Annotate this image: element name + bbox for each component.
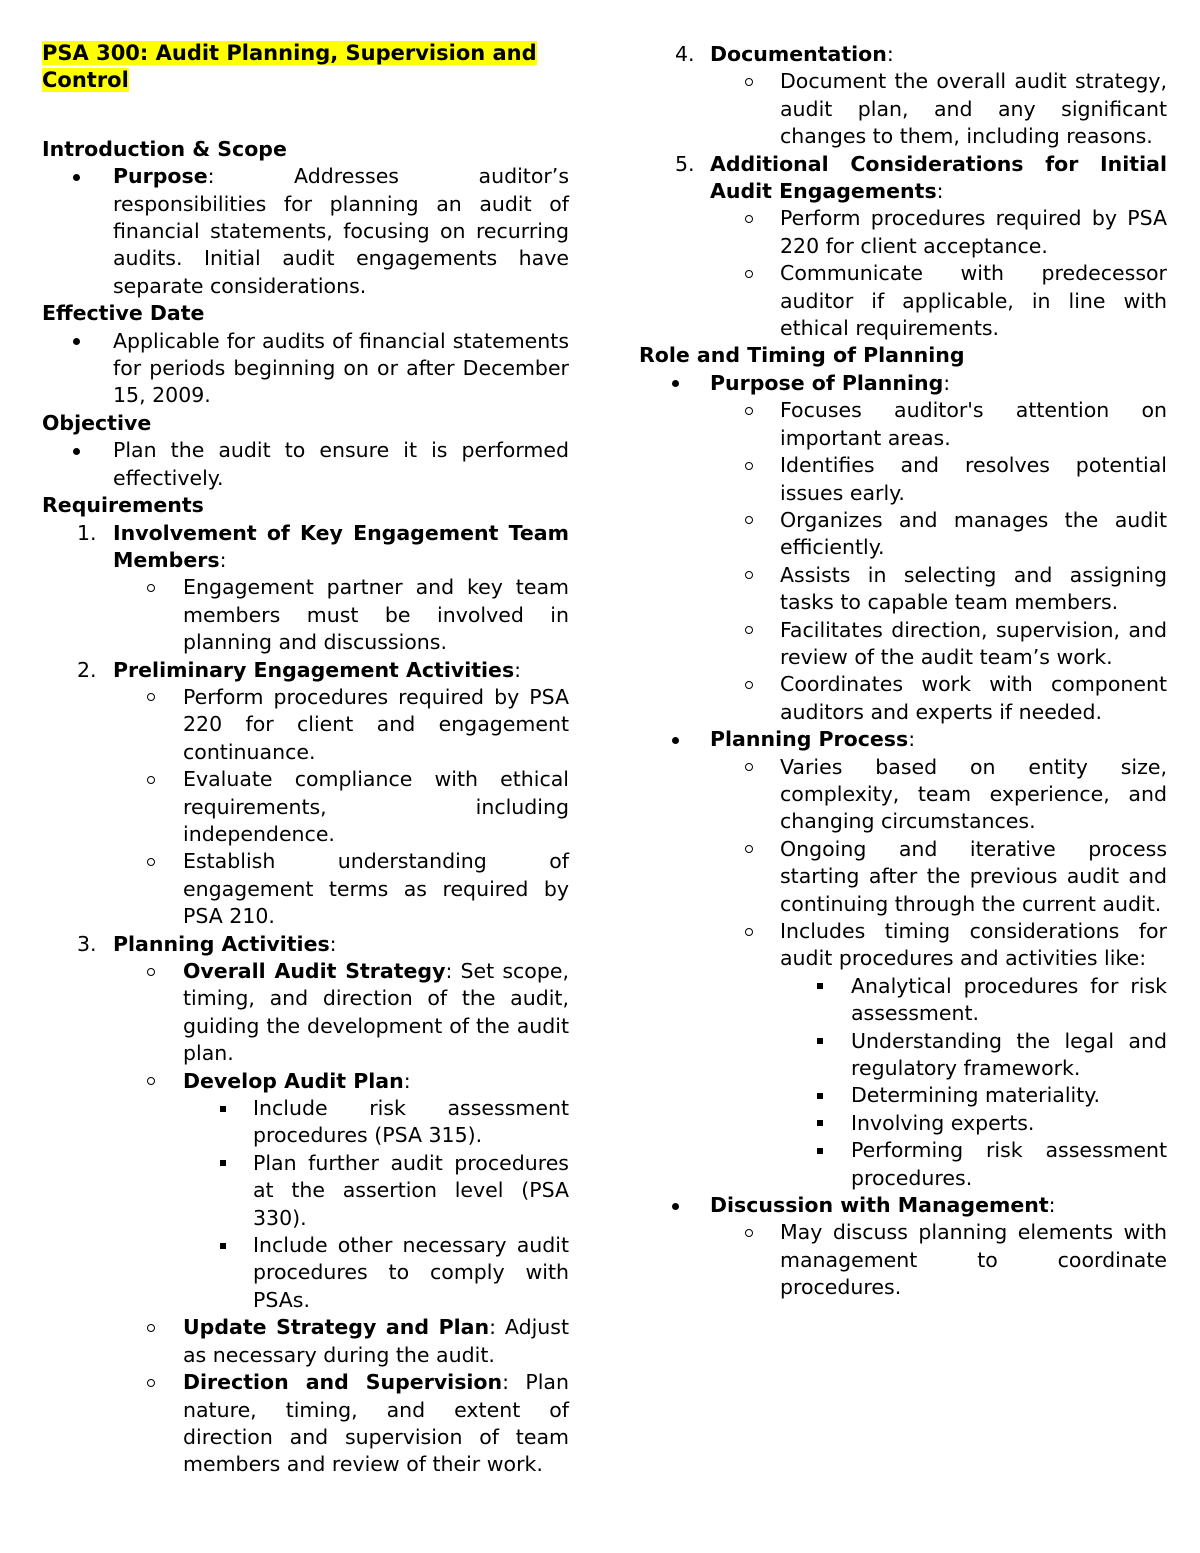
requirement-item	[42, 931, 569, 958]
circle-bullet-icon	[147, 1314, 155, 1341]
req1-item: Engagement partner and key team members must be involved in planning and discussions.	[183, 575, 569, 655]
list-number: 5.	[675, 151, 695, 176]
intro-purpose-text: : Addresses auditor’s responsibilities for planning an audit of financial statements, focusing on recurring audits. Initial audit engagements have separate considerations.	[113, 164, 569, 298]
req5-label: Additional Considerations for Initial Audit Engagements	[710, 151, 1167, 204]
intro-list	[42, 163, 569, 300]
circle-bullet-icon	[745, 617, 753, 644]
circle-bullet-icon	[745, 918, 753, 945]
bullet-icon	[73, 328, 80, 355]
circle-bullet-icon	[745, 205, 753, 232]
objective-heading: Objective	[42, 410, 152, 435]
circle-bullet-icon	[745, 836, 753, 863]
list-item	[639, 1082, 1167, 1109]
effective-list	[42, 328, 569, 410]
circle-bullet-icon	[745, 671, 753, 698]
left-column	[42, 40, 569, 1479]
role-process-item: Includes timing considerations for audit procedures and activities like:	[780, 919, 1167, 971]
bullet-icon	[672, 370, 679, 397]
role-process-item: Varies based on entity size, complexity, team experience, and changing circumstances.	[780, 754, 1167, 834]
circle-bullet-icon	[745, 562, 753, 589]
role-process-sub-item: Analytical procedures for risk assessment.	[851, 973, 1167, 1026]
right-column	[639, 41, 1167, 1302]
circle-bullet-icon	[745, 397, 753, 424]
role-purpose-item: Facilitates direction, supervision, and review of the audit team’s work.	[780, 617, 1167, 669]
requirement-item	[639, 41, 1167, 68]
square-bullet-icon	[817, 973, 823, 1000]
role-purpose-label: Purpose of Planning	[710, 370, 944, 395]
role-purpose-item: Coordinates work with component auditors and experts if needed.	[780, 672, 1167, 724]
colon-text: :	[936, 179, 944, 204]
list-item	[42, 437, 569, 492]
role-purpose-item: Focuses auditor's attention on important areas.	[780, 398, 1167, 450]
list-item	[639, 205, 1167, 260]
list-item	[639, 397, 1167, 452]
document-title: PSA 300: Audit Planning, Supervision and Control	[42, 41, 537, 93]
role-purpose-item: Assists in selecting and assigning tasks to capable team members.	[780, 562, 1167, 615]
req2-label: Preliminary Engagement Activities	[113, 657, 515, 682]
list-item	[639, 1192, 1167, 1219]
intro-purpose-label: Purpose	[113, 164, 208, 189]
req2-item: Evaluate compliance with ethical requirements, including independence.	[183, 767, 569, 846]
role-purpose-item: Identifies and resolves potential issues early.	[780, 453, 1167, 505]
role-discussion-label: Discussion with Management	[710, 1193, 1049, 1218]
list-item	[639, 671, 1167, 726]
role-discussion-item: May discuss planning elements with management to coordinate procedures.	[780, 1220, 1167, 1300]
requirements-heading: Requirements	[42, 493, 204, 518]
colon-text: :	[329, 931, 337, 956]
circle-bullet-icon	[147, 766, 155, 793]
req3-plan-item: Plan further audit procedures at the assertion level (PSA 330).	[253, 1150, 569, 1230]
colon-text: :	[908, 727, 916, 752]
role-heading: Role and Timing of Planning	[639, 343, 965, 368]
list-item	[42, 958, 569, 1068]
requirement-item	[639, 151, 1167, 206]
bullet-icon	[73, 163, 80, 190]
list-item	[639, 973, 1167, 1028]
role-process-label: Planning Process	[710, 727, 909, 752]
effective-heading: Effective Date	[42, 301, 205, 326]
req3-update-label: Update Strategy and Plan	[183, 1315, 490, 1340]
circle-bullet-icon	[147, 848, 155, 875]
req3-update-text: : Adjust as necessary during the audit.	[183, 1315, 569, 1367]
list-item	[639, 1137, 1167, 1192]
req5-item: Communicate with predecessor auditor if applicable, in line with ethical requirements.	[780, 261, 1167, 341]
list-item	[639, 562, 1167, 617]
colon-text: :	[886, 42, 894, 66]
circle-bullet-icon	[745, 507, 753, 534]
list-item	[639, 507, 1167, 562]
role-process-sub-item: Determining materiality.	[851, 1083, 1101, 1108]
req2-item: Establish understanding of engagement terms as required by PSA 210.	[183, 849, 569, 929]
list-number: 2.	[77, 657, 97, 682]
list-item	[639, 452, 1167, 507]
title-block	[42, 40, 569, 95]
effective-text: Applicable for audits of financial statements for periods beginning on or after December 15, 2009.	[113, 328, 569, 408]
colon-text: :	[514, 657, 522, 682]
list-item	[42, 1232, 569, 1314]
req3-plan-item: Include risk assessment procedures (PSA 315).	[253, 1096, 569, 1148]
square-bullet-icon	[817, 1028, 823, 1055]
list-item	[42, 1095, 569, 1150]
colon-text: :	[1048, 1193, 1056, 1218]
list-item	[42, 163, 569, 300]
role-process-item: Ongoing and iterative process starting after the previous audit and continuing through the current audit.	[780, 836, 1167, 916]
objective-list	[42, 437, 569, 492]
req1-label: Involvement of Key Engagement Team Members	[113, 520, 569, 572]
req3-plan-label: Develop Audit Plan	[183, 1068, 404, 1093]
role-list	[639, 370, 1167, 1302]
list-item	[639, 918, 1167, 973]
list-number: 1.	[77, 520, 97, 545]
req3-strategy-label: Overall Audit Strategy	[183, 959, 446, 983]
colon-text: :	[943, 370, 951, 395]
req2-item: Perform procedures required by PSA 220 for client and engagement continuance.	[183, 684, 569, 764]
colon-text: :	[403, 1068, 411, 1093]
req3-direction-label: Direction and Supervision	[183, 1370, 503, 1395]
req3-strategy-text: : Set scope, timing, and direction of the audit, guiding the development of the audit plan.	[183, 959, 569, 1066]
circle-bullet-icon	[147, 574, 155, 601]
bullet-icon	[73, 437, 80, 464]
square-bullet-icon	[220, 1150, 226, 1177]
list-item	[639, 68, 1167, 150]
list-item	[42, 684, 569, 766]
list-item	[639, 260, 1167, 342]
list-number: 3.	[77, 931, 97, 956]
list-item	[42, 1068, 569, 1095]
circle-bullet-icon	[147, 958, 155, 985]
circle-bullet-icon	[147, 684, 155, 711]
square-bullet-icon	[220, 1232, 226, 1259]
role-process-sub-item: Understanding the legal and regulatory framework.	[851, 1028, 1167, 1081]
circle-bullet-icon	[745, 68, 753, 95]
circle-bullet-icon	[745, 1219, 753, 1246]
objective-text: Plan the audit to ensure it is performed effectively.	[113, 438, 569, 490]
square-bullet-icon	[817, 1110, 823, 1137]
req4-label: Documentation	[710, 42, 887, 66]
list-item	[42, 848, 569, 930]
bullet-icon	[672, 1192, 679, 1219]
list-item	[42, 1369, 569, 1479]
list-item	[639, 726, 1167, 753]
requirements-list	[42, 520, 569, 1479]
requirements-list-continued	[639, 41, 1167, 342]
intro-heading: Introduction & Scope	[42, 136, 287, 161]
circle-bullet-icon	[745, 754, 753, 781]
req3-label: Planning Activities	[113, 931, 330, 956]
req3-plan-item: Include other necessary audit procedures to comply with PSAs.	[253, 1233, 569, 1312]
list-item	[639, 1110, 1167, 1137]
list-item	[42, 1314, 569, 1369]
req4-item: Document the overall audit strategy, audit plan, and any significant changes to them, including reasons.	[780, 69, 1167, 149]
bullet-icon	[672, 726, 679, 753]
req5-item: Perform procedures required by PSA 220 for client acceptance.	[780, 206, 1167, 258]
list-number: 4.	[675, 42, 695, 66]
circle-bullet-icon	[745, 260, 753, 287]
list-item	[639, 754, 1167, 836]
list-item	[639, 370, 1167, 397]
list-item	[42, 574, 569, 656]
circle-bullet-icon	[147, 1068, 155, 1095]
requirement-item	[42, 657, 569, 684]
circle-bullet-icon	[745, 452, 753, 479]
list-item	[639, 617, 1167, 672]
square-bullet-icon	[817, 1137, 823, 1164]
list-item	[639, 1028, 1167, 1083]
list-item	[42, 1150, 569, 1232]
role-process-sub-item: Involving experts.	[851, 1110, 1035, 1135]
square-bullet-icon	[817, 1082, 823, 1109]
circle-bullet-icon	[147, 1369, 155, 1396]
role-purpose-item: Organizes and manages the audit efficiently.	[780, 507, 1167, 560]
colon-text: :	[219, 547, 227, 572]
list-item	[42, 328, 569, 410]
list-item	[639, 836, 1167, 918]
role-process-sub-item: Performing risk assessment procedures.	[851, 1138, 1167, 1190]
list-item	[639, 1219, 1167, 1301]
req3-direction-text: : Plan nature, timing, and extent of direction and supervision of team members and review of their work.	[183, 1370, 569, 1477]
list-item	[42, 766, 569, 848]
requirement-item	[42, 520, 569, 575]
square-bullet-icon	[220, 1095, 226, 1122]
